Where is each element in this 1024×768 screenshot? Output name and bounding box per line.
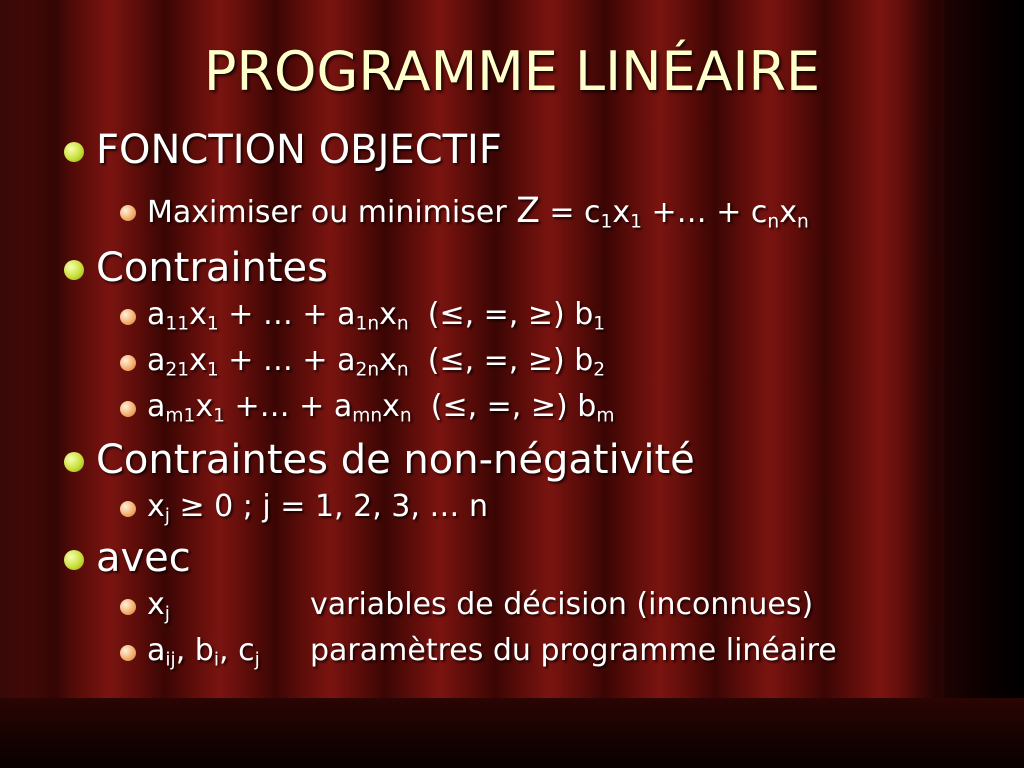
bullet-dot-icon — [64, 550, 84, 570]
subscript: 11 — [165, 313, 190, 335]
definition-description: variables de décision (inconnues) — [310, 587, 814, 622]
page-title: PROGRAMME LINÉAIRE — [203, 40, 821, 103]
subscript: 1 — [593, 313, 606, 335]
subscript: 1n — [355, 313, 380, 335]
subscript: j — [164, 603, 170, 625]
variable: x — [189, 343, 207, 378]
variable: x — [379, 343, 397, 378]
subscript: n — [399, 405, 412, 427]
operator: + … + a — [218, 297, 356, 332]
subscript: j — [254, 649, 260, 671]
bullet-dot-icon — [64, 260, 84, 280]
bullet-dot-icon — [64, 142, 84, 162]
definition-term — [147, 587, 170, 625]
operator: + … + a — [218, 343, 356, 378]
heading-fonction-objectif: FONCTION OBJECTIF — [96, 127, 502, 173]
non-negativity-condition: ≥ 0 ; j = 1, 2, 3, … n — [169, 489, 488, 524]
heading-avec: avec — [96, 535, 191, 581]
subscript: 1 — [630, 211, 642, 233]
sub-bullet-dot-icon — [120, 645, 136, 661]
objective-eq: = c — [539, 195, 601, 230]
subscript: n — [396, 359, 409, 381]
variable: x — [612, 195, 631, 230]
objective-prefix: Maximiser ou minimiser — [147, 195, 517, 230]
bullet-non-negativite — [62, 438, 962, 490]
subscript: 1 — [206, 313, 219, 335]
subscript: m — [596, 405, 615, 427]
sub-bullet-dot-icon — [120, 355, 136, 371]
sub-bullet-dot-icon — [120, 309, 136, 325]
variable: x — [147, 489, 165, 524]
constraint-row — [62, 390, 962, 436]
bullet-contraintes — [62, 246, 962, 298]
objective-z: Z — [516, 191, 540, 231]
variable: x — [382, 389, 400, 424]
heading-non-negativite: Contraintes de non-négativité — [96, 437, 695, 483]
subscript: m1 — [165, 405, 196, 427]
operator: +… + a — [224, 389, 353, 424]
relation: (≤, =, ≥) b — [411, 389, 597, 424]
subscript: 2 — [593, 359, 606, 381]
subscript: mn — [352, 405, 383, 427]
coef: , c — [219, 633, 255, 668]
coef: a — [147, 297, 166, 332]
definition-row — [62, 634, 962, 680]
coef: a — [147, 343, 166, 378]
objective-plus: +… + c — [642, 195, 768, 230]
non-negativity-line — [62, 490, 962, 536]
subscript: j — [164, 505, 170, 527]
slide-content — [62, 128, 962, 680]
subscript: 1 — [213, 405, 225, 427]
subscript: 2n — [355, 359, 380, 381]
subscript: n — [767, 211, 780, 233]
coef: , b — [175, 633, 214, 668]
variable: x — [189, 297, 207, 332]
sub-bullet-dot-icon — [120, 599, 136, 615]
variable: x — [379, 297, 397, 332]
constraint-row — [62, 344, 962, 390]
subscript: 1 — [600, 211, 613, 233]
constraint-row — [62, 298, 962, 344]
variable: x — [779, 195, 797, 230]
subscript: 1 — [206, 359, 219, 381]
definition-description: paramètres du programme linéaire — [310, 633, 837, 668]
subscript: n — [396, 313, 409, 335]
definition-row — [62, 588, 962, 634]
relation: (≤, =, ≥) b — [408, 297, 594, 332]
objective-function-line — [62, 188, 962, 246]
variable: x — [195, 389, 214, 424]
subscript: ij — [165, 649, 176, 671]
subscript: i — [213, 649, 220, 671]
variable: x — [147, 587, 165, 622]
definition-term — [147, 633, 260, 671]
coef: a — [147, 389, 166, 424]
relation: (≤, =, ≥) b — [408, 343, 594, 378]
stage-floor — [0, 698, 1024, 768]
bullet-fonction-objectif — [62, 128, 962, 188]
sub-bullet-dot-icon — [120, 501, 136, 517]
bullet-avec — [62, 536, 962, 588]
sub-bullet-dot-icon — [120, 401, 136, 417]
heading-contraintes: Contraintes — [96, 245, 328, 291]
subscript: n — [796, 211, 809, 233]
sub-bullet-dot-icon — [120, 205, 136, 221]
bullet-dot-icon — [64, 452, 84, 472]
coef: a — [147, 633, 166, 668]
subscript: 21 — [165, 359, 190, 381]
